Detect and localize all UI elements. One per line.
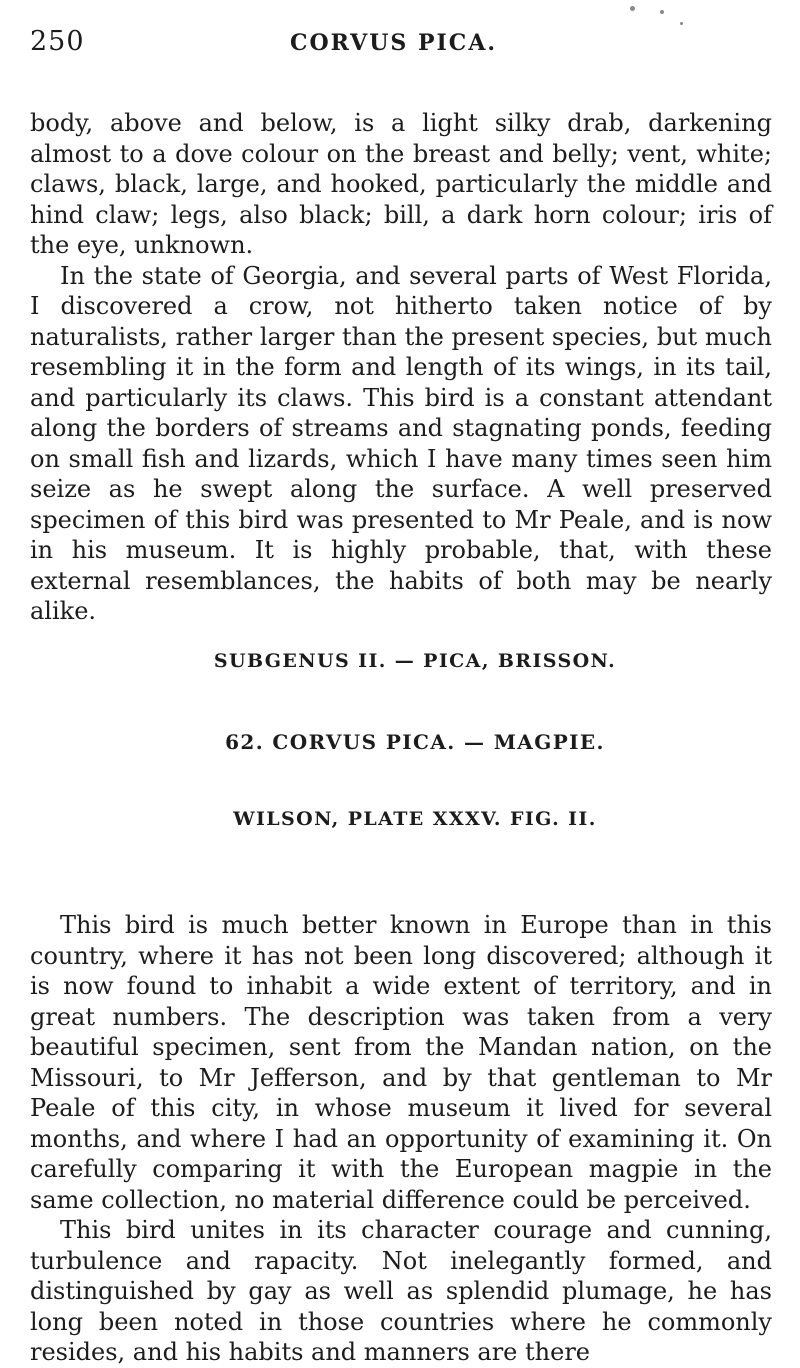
paragraph: This bird is much better known in Europe than in this country, where it has not been long discovered; although it is now found to inhabit a wide extent of territory, and in great numbers. The description was taken from a very beautiful specimen, sent from the Mandan nation, on the Missouri, to Mr Jefferson, and by that gentleman to Mr Peale of this city, in whose museum it lived for several months, and where I had an opportunity of examining it. On carefully comparing it with the European magpie in the same collection, no material difference could be perceived.: [30, 911, 772, 1214]
page-header: [30, 20, 770, 60]
plate-reference: WILSON, PLATE XXXV. FIG. II.: [233, 808, 597, 830]
ink-speck: [680, 22, 683, 25]
species-heading: 62. CORVUS PICA. — MAGPIE.: [225, 730, 605, 754]
running-head: CORVUS PICA.: [290, 30, 498, 56]
paragraph: This bird unites in its character courage and cunning, turbulence and rapacity. Not inelegantly formed, and distinguished by gay as well as splendid plumage, he has long been noted in those countries where he commonly resides, and his habits and manners are there: [30, 1216, 772, 1366]
paragraph-continued: body, above and below, is a light silky drab, darkening almost to a dove colour on the breast and belly; vent, white; claws, black, large, and hooked, particularly the middle and hind claw; legs, also black; bill, a dark horn colour; iris of the eye, unknown.: [30, 109, 772, 259]
ink-speck: [660, 10, 664, 14]
paragraph: In the state of Georgia, and several parts of West Florida, I discovered a crow, not hitherto taken notice of by naturalists, rather larger than the present species, but much resembling it in the form and length of its wings, in its tail, and particularly its claws. This bird is a constant attendant along the borders of streams and stagnating ponds, feeding on small fish and lizards, which I have many times seen him seize as he swept along the surface. A well preserved specimen of this bird was presented to Mr Peale, and is now in his museum. It is highly probable, that, with these external resemblances, the habits of both may be nearly alike.: [30, 261, 772, 625]
subgenus-heading: SUBGENUS II. — PICA, BRISSON.: [213, 650, 617, 672]
page-number: 250: [30, 26, 85, 57]
text-block-bottom: [30, 910, 772, 1368]
ink-speck: [630, 6, 635, 11]
text-block-top: [30, 108, 772, 627]
